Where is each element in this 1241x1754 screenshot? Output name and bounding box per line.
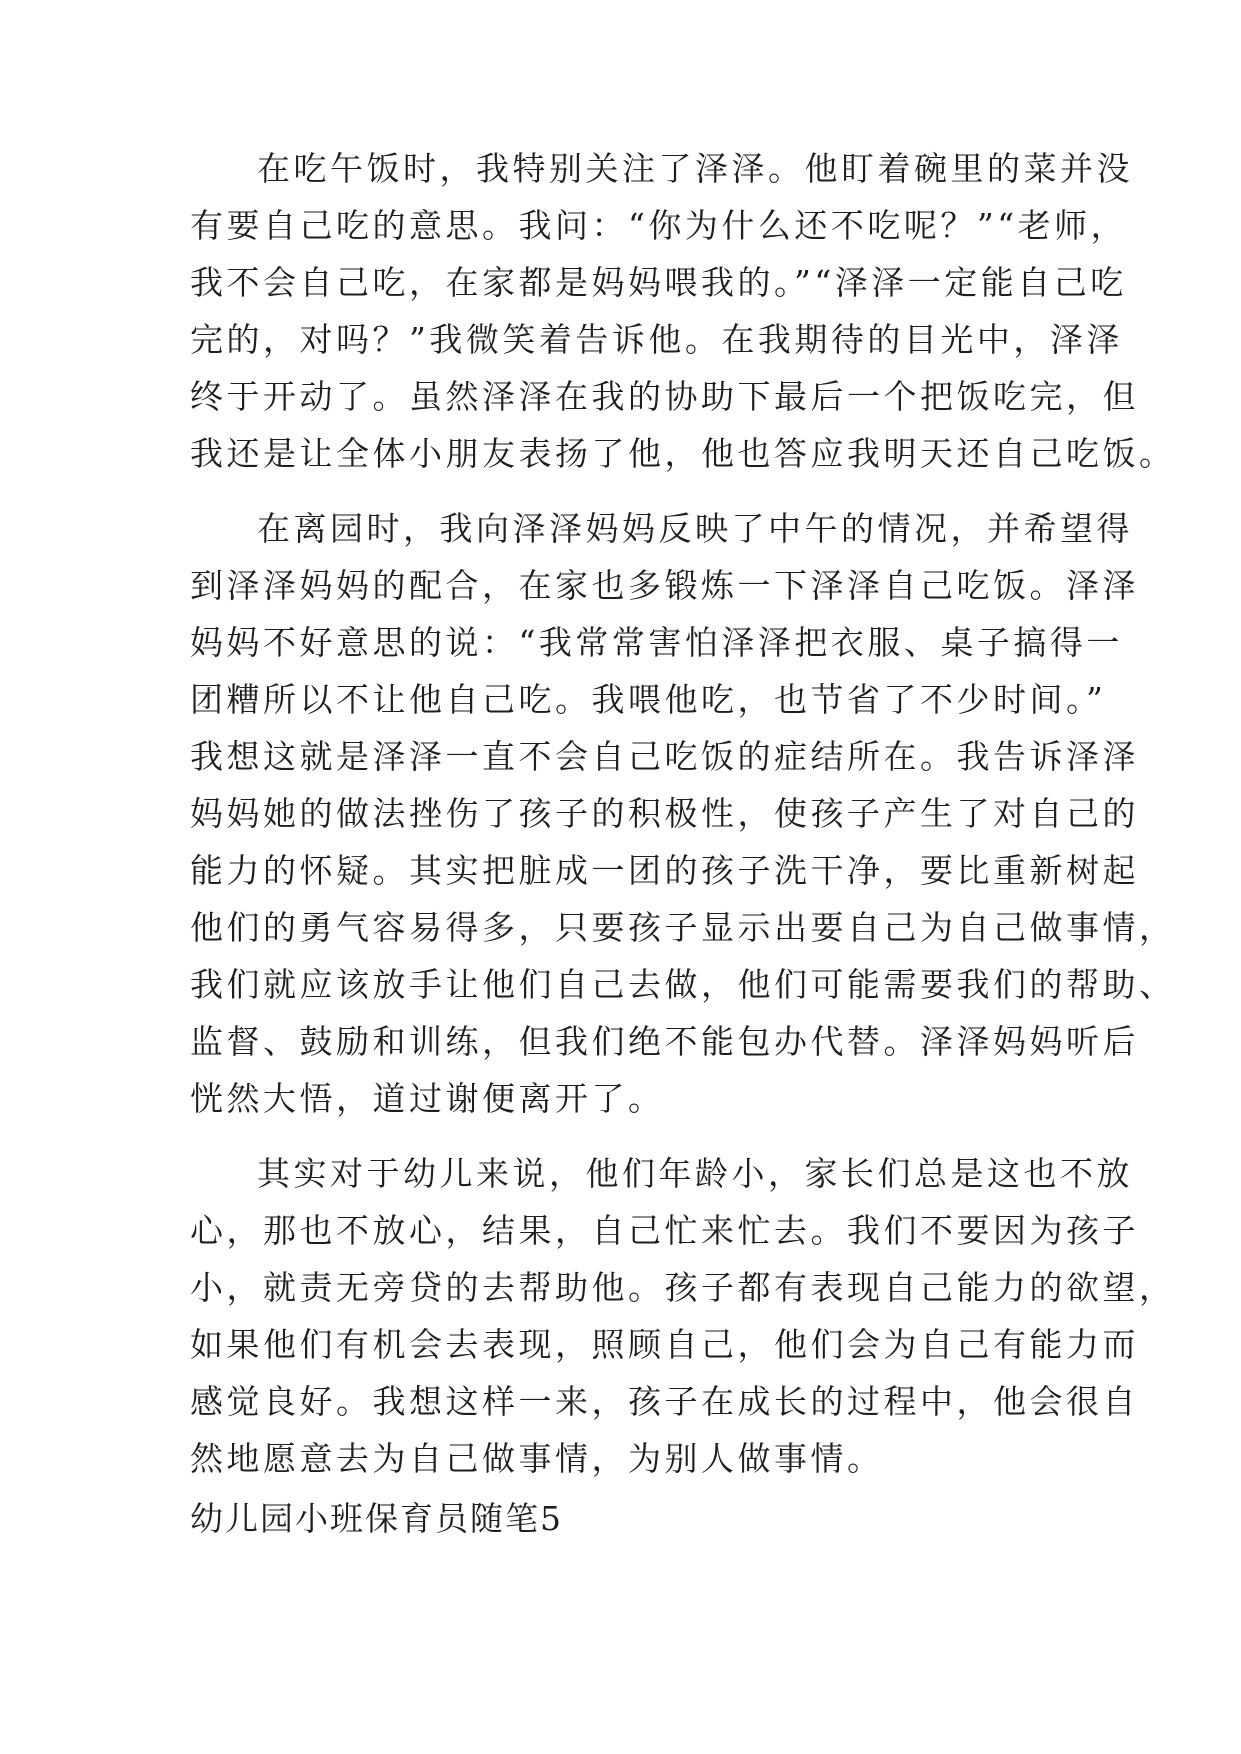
paragraph-2-line-1: 在离园时，我向泽泽妈妈反映了中午的情况，并希望得 <box>257 509 1133 548</box>
paragraph-2-line-8: 他们的勇气容易得多，只要孩子显示出要自己为自己做事情， <box>190 908 1176 947</box>
paragraph-3-line-5: 感觉良好。我想这样一来，孩子在成长的过程中，他会很自 <box>190 1382 1139 1421</box>
paragraph-2-line-5: 我想这就是泽泽一直不会自己吃饭的症结所在。我告诉泽泽 <box>190 737 1139 776</box>
paragraph-2-line-9: 我们就应该放手让他们自己去做，他们可能需要我们的帮助、 <box>190 965 1176 1004</box>
paragraph-2-line-11: 恍然大悟，道过谢便离开了。 <box>190 1079 665 1118</box>
paragraph-3-line-1: 其实对于幼儿来说，他们年龄小，家长们总是这也不放 <box>257 1154 1133 1193</box>
paragraph-2-line-10: 监督、鼓励和训练，但我们绝不能包办代替。泽泽妈妈听后 <box>190 1022 1139 1061</box>
paragraph-2-line-4: 团糟所以不让他自己吃。我喂他吃，也节省了不少时间。” <box>190 680 1107 719</box>
paragraph-1-line-4: 完的，对吗？”我微笑着告诉他。在我期待的目光中，泽泽 <box>190 320 1123 359</box>
paragraph-3-line-6: 然地愿意去为自己做事情，为别人做事情。 <box>190 1439 884 1478</box>
section-heading: 幼儿园小班保育员随笔5 <box>190 1499 563 1538</box>
paragraph-1-line-2: 有要自己吃的意思。我问：“你为什么还不吃呢？”“老师， <box>190 206 1128 245</box>
paragraph-1-line-5: 终于开动了。虽然泽泽在我的协助下最后一个把饭吃完，但 <box>190 377 1139 416</box>
paragraph-1-line-6: 我还是让全体小朋友表扬了他，他也答应我明天还自己吃饭。 <box>190 434 1176 473</box>
paragraph-2-line-2: 到泽泽妈妈的配合，在家也多锻炼一下泽泽自己吃饭。泽泽 <box>190 566 1139 605</box>
paragraph-3-line-3: 小，就责无旁贷的去帮助他。孩子都有表现自己能力的欲望， <box>190 1268 1176 1307</box>
paragraph-3-line-2: 心，那也不放心，结果，自己忙来忙去。我们不要因为孩子 <box>190 1211 1139 1250</box>
paragraph-3-line-4: 如果他们有机会去表现，照顾自己，他们会为自己有能力而 <box>190 1325 1139 1364</box>
paragraph-1-line-1: 在吃午饭时，我特别关注了泽泽。他盯着碗里的菜并没 <box>257 149 1133 188</box>
paragraph-2-line-7: 能力的怀疑。其实把脏成一团的孩子洗干净，要比重新树起 <box>190 851 1139 890</box>
paragraph-2-line-3: 妈妈不好意思的说：“我常常害怕泽泽把衣服、桌子搞得一 <box>190 623 1123 662</box>
paragraph-2-line-6: 妈妈她的做法挫伤了孩子的积极性，使孩子产生了对自己的 <box>190 794 1139 833</box>
paragraph-1-line-3: 我不会自己吃，在家都是妈妈喂我的。”“泽泽一定能自己吃 <box>190 263 1127 302</box>
